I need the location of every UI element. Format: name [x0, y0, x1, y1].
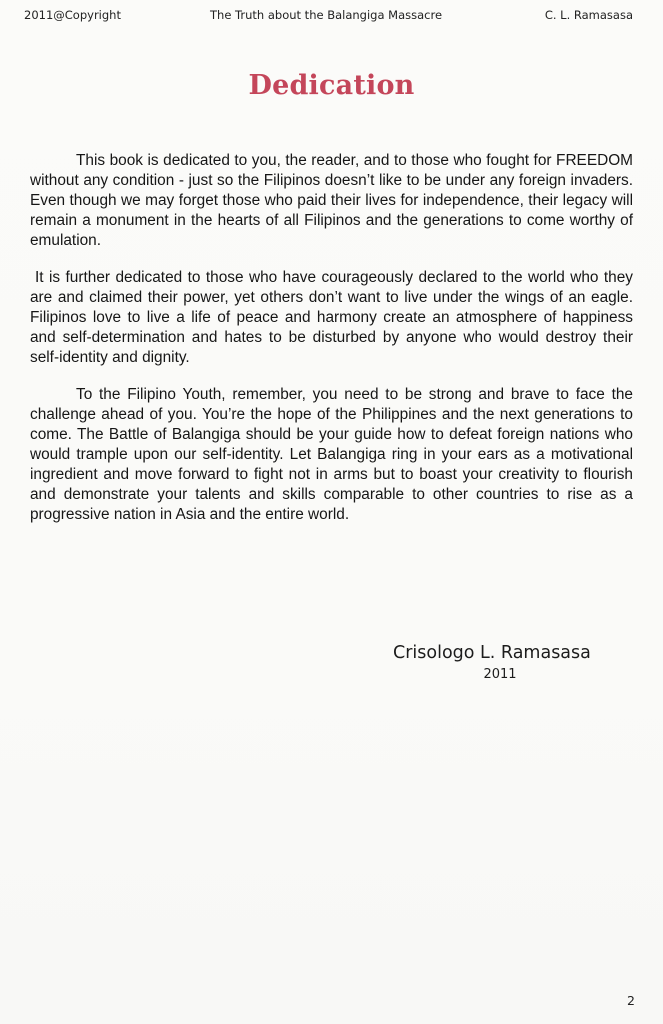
header-book-title: The Truth about the Balangiga Massacre: [210, 8, 443, 22]
dedication-paragraph-2: It is further dedicated to those who have courageously declared to the world who they are and claimed their power, yet others don’t want to live under the wings of an eagle. Filipinos love to live a life of peace and harmony create an atmosphere of happiness and self-determination and hates to be disturbed by anyone who would destroy their self-identity and dignity.: [30, 269, 633, 366]
signature-year: 2011: [483, 667, 517, 682]
header-copyright: 2011@Copyright: [24, 8, 121, 22]
page-number: 2: [627, 993, 635, 1008]
signature-block: [393, 641, 607, 684]
dedication-paragraph-1: This book is dedicated to you, the reader, and to those who fought for FREEDOM without any condition - just so the Filipinos doesn’t like to be under any foreign invaders. Even though we may forget those who paid their lives for independence, their legacy will remain a monument in the hearts of all Filipinos and the generations to come worthy of emulation.: [30, 152, 633, 249]
signature-name: Crisologo L. Ramasasa: [393, 643, 591, 663]
running-header: [24, 8, 633, 28]
page-title: Dedication: [248, 70, 415, 101]
dedication-paragraph-3: To the Filipino Youth, remember, you need to be strong and brave to face the challenge ahead of you. You’re the hope of the Philippines and the next generations to come. The Battle of Balangiga should be your guide how to defeat foreign nations who would trample upon our self-identity. Let Balangiga ring in your ears as a motivational ingredient and move forward to fight not in arms but to boast your creativity to flourish and demonstrate your talents and skills comparable to other countries to rise as a progressive nation in Asia and the entire world.: [30, 386, 633, 523]
header-author: C. L. Ramasasa: [544, 8, 633, 22]
